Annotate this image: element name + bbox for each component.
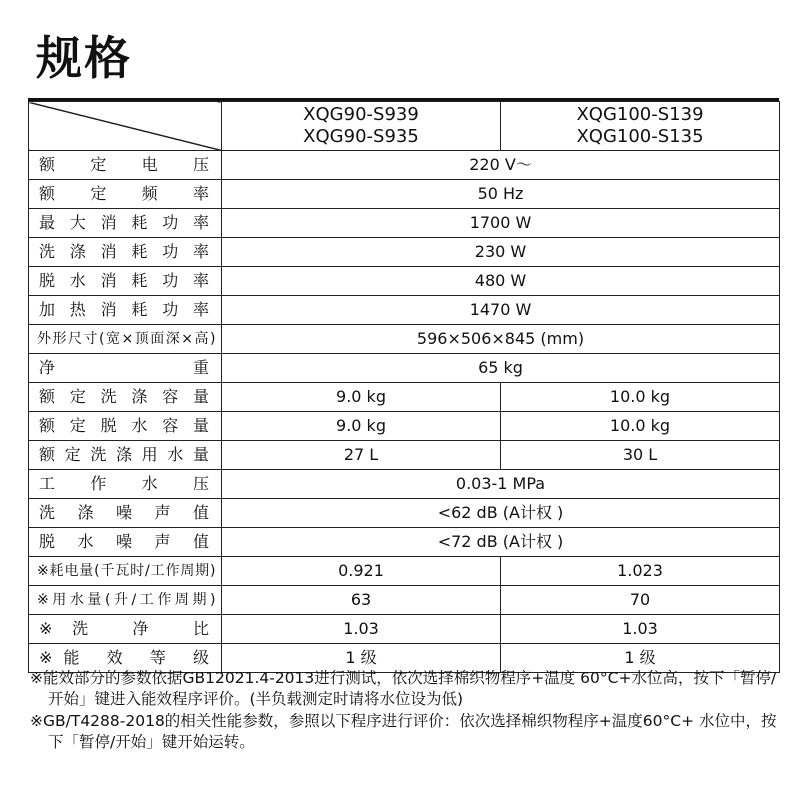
table-row	[29, 528, 780, 557]
spec-table	[28, 101, 780, 673]
table-row	[29, 557, 780, 586]
model-column-1	[222, 102, 501, 151]
row-value: 1470 W	[222, 296, 780, 325]
row-label: 最大消耗功率	[29, 209, 222, 238]
row-value-model-2: 70	[501, 586, 780, 615]
row-value: 50 Hz	[222, 180, 780, 209]
row-value-model-2: 10.0 kg	[501, 412, 780, 441]
table-row	[29, 325, 780, 354]
row-value: <62 dB (A计权 )	[222, 499, 780, 528]
table-row	[29, 441, 780, 470]
row-label: 脱水消耗功率	[29, 267, 222, 296]
table-row	[29, 180, 780, 209]
model-name: XQG100-S135	[576, 126, 704, 147]
footnotes	[30, 668, 782, 754]
page-title: 规格	[36, 31, 132, 85]
model-name: XQG90-S935	[303, 126, 419, 147]
table-row	[29, 238, 780, 267]
row-value-model-2: 1 级	[501, 644, 780, 673]
table-row	[29, 615, 780, 644]
row-label: ※用水量(升/工作周期)	[29, 586, 222, 615]
row-value-model-1: 0.921	[222, 557, 501, 586]
row-value: 230 W	[222, 238, 780, 267]
footnote-performance: ※GB/T4288-2018的相关性能参数，参照以下程序进行评价：依次选择棉织物程序+温度60°C+ 水位中，按下「暂停/开始」键开始运转。	[30, 712, 777, 751]
row-label: 洗涤噪声值	[29, 499, 222, 528]
row-value-model-1: 27 L	[222, 441, 501, 470]
model-name: XQG90-S939	[303, 104, 419, 125]
row-value-model-1: 1.03	[222, 615, 501, 644]
row-label: 额定洗涤容量	[29, 383, 222, 412]
table-row	[29, 354, 780, 383]
table-row	[29, 267, 780, 296]
row-label: 净 重	[29, 354, 222, 383]
row-value-model-1: 9.0 kg	[222, 383, 501, 412]
table-row	[29, 296, 780, 325]
row-value: 1700 W	[222, 209, 780, 238]
row-label: 外形尺寸(宽×顶面深×高)	[29, 325, 222, 354]
row-value-model-1: 63	[222, 586, 501, 615]
footnote-energy: ※能效部分的参数依据GB12021.4-2013进行测试，依次选择棉织物程序+温度 60°C+水位高，按下「暂停/开始」键进入能效程序评价。(半负载测定时请将水位设为低)	[30, 669, 777, 708]
row-value: 65 kg	[222, 354, 780, 383]
table-row	[29, 586, 780, 615]
row-label: 额定洗涤用水量	[29, 441, 222, 470]
row-label: 额 定 频 率	[29, 180, 222, 209]
row-value-model-2: 1.03	[501, 615, 780, 644]
row-value: <72 dB (A计权 )	[222, 528, 780, 557]
row-label: ※能 效 等 级	[29, 644, 222, 673]
row-label: 洗涤消耗功率	[29, 238, 222, 267]
table-row	[29, 383, 780, 412]
row-value: 0.03-1 MPa	[222, 470, 780, 499]
table-header-row	[29, 102, 780, 151]
row-value-model-1: 9.0 kg	[222, 412, 501, 441]
row-value-model-2: 30 L	[501, 441, 780, 470]
row-value: 480 W	[222, 267, 780, 296]
row-label: 脱水噪声值	[29, 528, 222, 557]
row-label: 额定脱水容量	[29, 412, 222, 441]
row-label: 工 作 水 压	[29, 470, 222, 499]
row-label: ※洗 净 比	[29, 615, 222, 644]
table-row	[29, 499, 780, 528]
row-value: 596×506×845 (mm)	[222, 325, 780, 354]
header-corner-cell	[29, 102, 222, 151]
row-label: 加热消耗功率	[29, 296, 222, 325]
table-row	[29, 470, 780, 499]
model-name: XQG100-S139	[576, 104, 704, 125]
row-label: ※耗电量(千瓦时/工作周期)	[29, 557, 222, 586]
table-row	[29, 412, 780, 441]
row-value-model-2: 1.023	[501, 557, 780, 586]
model-column-2	[501, 102, 780, 151]
table-row	[29, 151, 780, 180]
row-value-model-2: 10.0 kg	[501, 383, 780, 412]
row-value: 220 V～	[222, 151, 780, 180]
table-row	[29, 209, 780, 238]
row-label: 额 定 电 压	[29, 151, 222, 180]
row-value-model-1: 1 级	[222, 644, 501, 673]
